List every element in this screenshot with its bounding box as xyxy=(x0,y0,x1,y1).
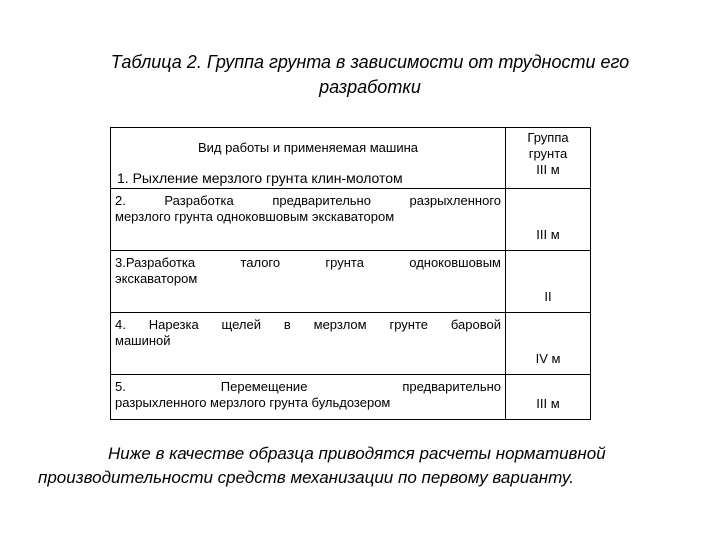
table-row xyxy=(111,189,591,251)
caption-line-1: Таблица 2. Группа грунта в зависимости от трудности его xyxy=(110,52,630,72)
header-work-cell xyxy=(111,128,506,189)
row-3-line-2: экскаватором xyxy=(115,271,198,286)
row-4-line-2: машиной xyxy=(115,333,171,348)
row-2-line-1: 2. Разработка предварительно разрыхленного xyxy=(115,193,501,208)
row-4-work xyxy=(111,313,506,375)
row-2-line-2: мерзлого грунта одноковшовым экскаватором xyxy=(115,209,395,224)
row-5-group xyxy=(506,375,591,420)
row-4-group xyxy=(506,313,591,375)
footer-line-2: производительности средств механизации по первому варианту. xyxy=(38,468,574,487)
row-2-group xyxy=(506,189,591,251)
row-4-group-value: IV м xyxy=(535,351,561,366)
header-group-label-1: Группа xyxy=(527,130,569,145)
row-1-group: III м xyxy=(536,162,560,177)
row-2-group-value: III м xyxy=(536,227,560,242)
table-row xyxy=(111,375,591,420)
row-2-work xyxy=(111,189,506,251)
row-3-line-1: 3.Разработка талого грунта одноковшовым xyxy=(115,255,501,270)
row-5-group-value: III м xyxy=(536,396,560,411)
soil-group-table xyxy=(110,127,591,420)
row-5-work xyxy=(111,375,506,420)
table-row xyxy=(111,313,591,375)
row-3-work xyxy=(111,251,506,313)
header-group-label-2: грунта xyxy=(528,146,568,161)
header-group-cell xyxy=(506,128,591,189)
row-1-text: 1. Рыхление мерзлого грунта клин-молотом xyxy=(117,170,403,186)
footer-paragraph xyxy=(38,442,702,490)
row-3-group xyxy=(506,251,591,313)
footer-line-1: Ниже в качестве образца приводятся расчеты нормативной xyxy=(108,444,606,463)
row-4-line-1: 4. Нарезка щелей в мерзлом грунте баровой xyxy=(115,317,501,332)
row-3-group-value: II xyxy=(544,289,552,304)
row-5-line-1: 5. Перемещение предварительно xyxy=(115,379,501,394)
table-row xyxy=(111,251,591,313)
caption-line-2: разработки xyxy=(319,77,421,97)
header-work-label: Вид работы и применяемая машина xyxy=(198,140,418,155)
row-5-line-2: разрыхленного мерзлого грунта бульдозером xyxy=(115,395,391,410)
table-header-row xyxy=(111,128,591,189)
table-caption xyxy=(40,50,700,100)
